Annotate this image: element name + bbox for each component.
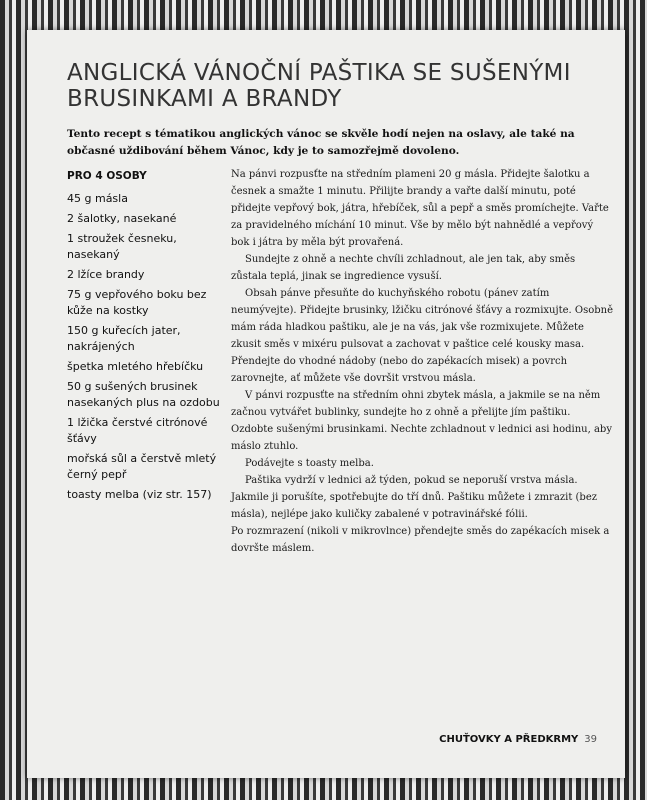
page-footer	[439, 734, 597, 745]
method-paragraph: Obsah pánve přesuňte do kuchyňského robotu (pánev zatím neumývejte). Přidejte brusinky, lžičku citrónové šťávy a rozmixujte. Osobně mám ráda hladkou paštiku, ale je na vás, jak vše rozmixujete. Můžete zkusit směs v mixéru pulsovat a zachovat v paštice celé kousky masa. Přendejte do vhodné nádoby (nebo do zapékacích misek) a povrch zarovnejte, ať můžete vše dovršit vrstvou másla.	[231, 288, 614, 384]
ingredient-item: 1 lžička čerstvé citrónové šťávy	[67, 416, 208, 445]
ingredient-item: 150 g kuřecích jater, nakrájených	[67, 324, 181, 353]
method-paragraph: Na pánvi rozpusťte na středním plameni 20 g másla. Přidejte šalotku a česnek a smažte 1 minutu. Přilijte brandy a vařte další minutu, poté přidejte vepřový bok, játra, hřebíček, sůl a pepř a směs promíchejte. Vařte za pravidelného míchání 10 minut. Vše by mělo být nahnědlé a vepřový bok i játra by měla být provařená.	[231, 169, 609, 248]
ingredient-item: špetka mletého hřebíčku	[67, 360, 204, 373]
method-paragraph: Po rozmrazení (nikoli v mikrovlnce) přendejte směs do zapékacích misek a dovršte máslem.	[231, 526, 610, 554]
ingredient-item: 2 šalotky, nasekané	[67, 212, 177, 225]
ingredient-item: toasty melba (viz str. 157)	[67, 488, 212, 501]
recipe-intro: Tento recept s tématikou anglických vánoc se skvěle hodí nejen na oslavy, ale také na občasné uždibování během Vánoc, kdy je to samozřejmě dovoleno.	[67, 128, 575, 157]
ingredients-column	[67, 170, 227, 507]
recipe-title: ANGLICKÁ VÁNOČNÍ PAŠTIKA SE SUŠENÝMI BRUSINKAMI A BRANDY	[67, 60, 571, 112]
ingredient-item: 45 g másla	[67, 192, 128, 205]
method-paragraph: Paštika vydrží v lednici až týden, pokud se neporuší vrstva másla. Jakmile ji porušíte, spotřebujte do tří dnů. Paštiku můžete i zmrazit (bez másla), nejlépe jako kuličky zabalené v potravinářské fólii.	[231, 475, 598, 520]
method-paragraph: Podávejte s toasty melba.	[245, 458, 374, 469]
cookbook-page	[27, 30, 625, 778]
ingredient-item: 75 g vepřového boku bez kůže na kostky	[67, 288, 207, 317]
ingredient-item: 1 stroužek česneku, nasekaný	[67, 232, 177, 261]
servings-heading: PRO 4 OSOBY	[67, 170, 147, 182]
section-name: CHUŤOVKY A PŘEDKRMY	[439, 734, 579, 745]
page-number: 39	[584, 734, 597, 745]
ingredient-item: 50 g sušených brusinek nasekaných plus na ozdobu	[67, 380, 220, 409]
method-column	[231, 166, 613, 557]
ingredient-item: 2 lžíce brandy	[67, 268, 145, 281]
ingredient-item: mořská sůl a čerstvě mletý černý pepř	[67, 452, 217, 481]
method-paragraph: V pánvi rozpusťte na středním ohni zbytek másla, a jakmile se na něm začnou vytvářet bublinky, sundejte ho z ohně a přelijte jím paštiku. Ozdobte sušenými brusinkami. Nechte zchladnout v lednici asi hodinu, aby máslo ztuhlo.	[231, 390, 612, 452]
method-paragraph: Sundejte z ohně a nechte chvíli zchladnout, ale jen tak, aby směs zůstala teplá, jinak se ingredience vysuší.	[231, 254, 576, 282]
